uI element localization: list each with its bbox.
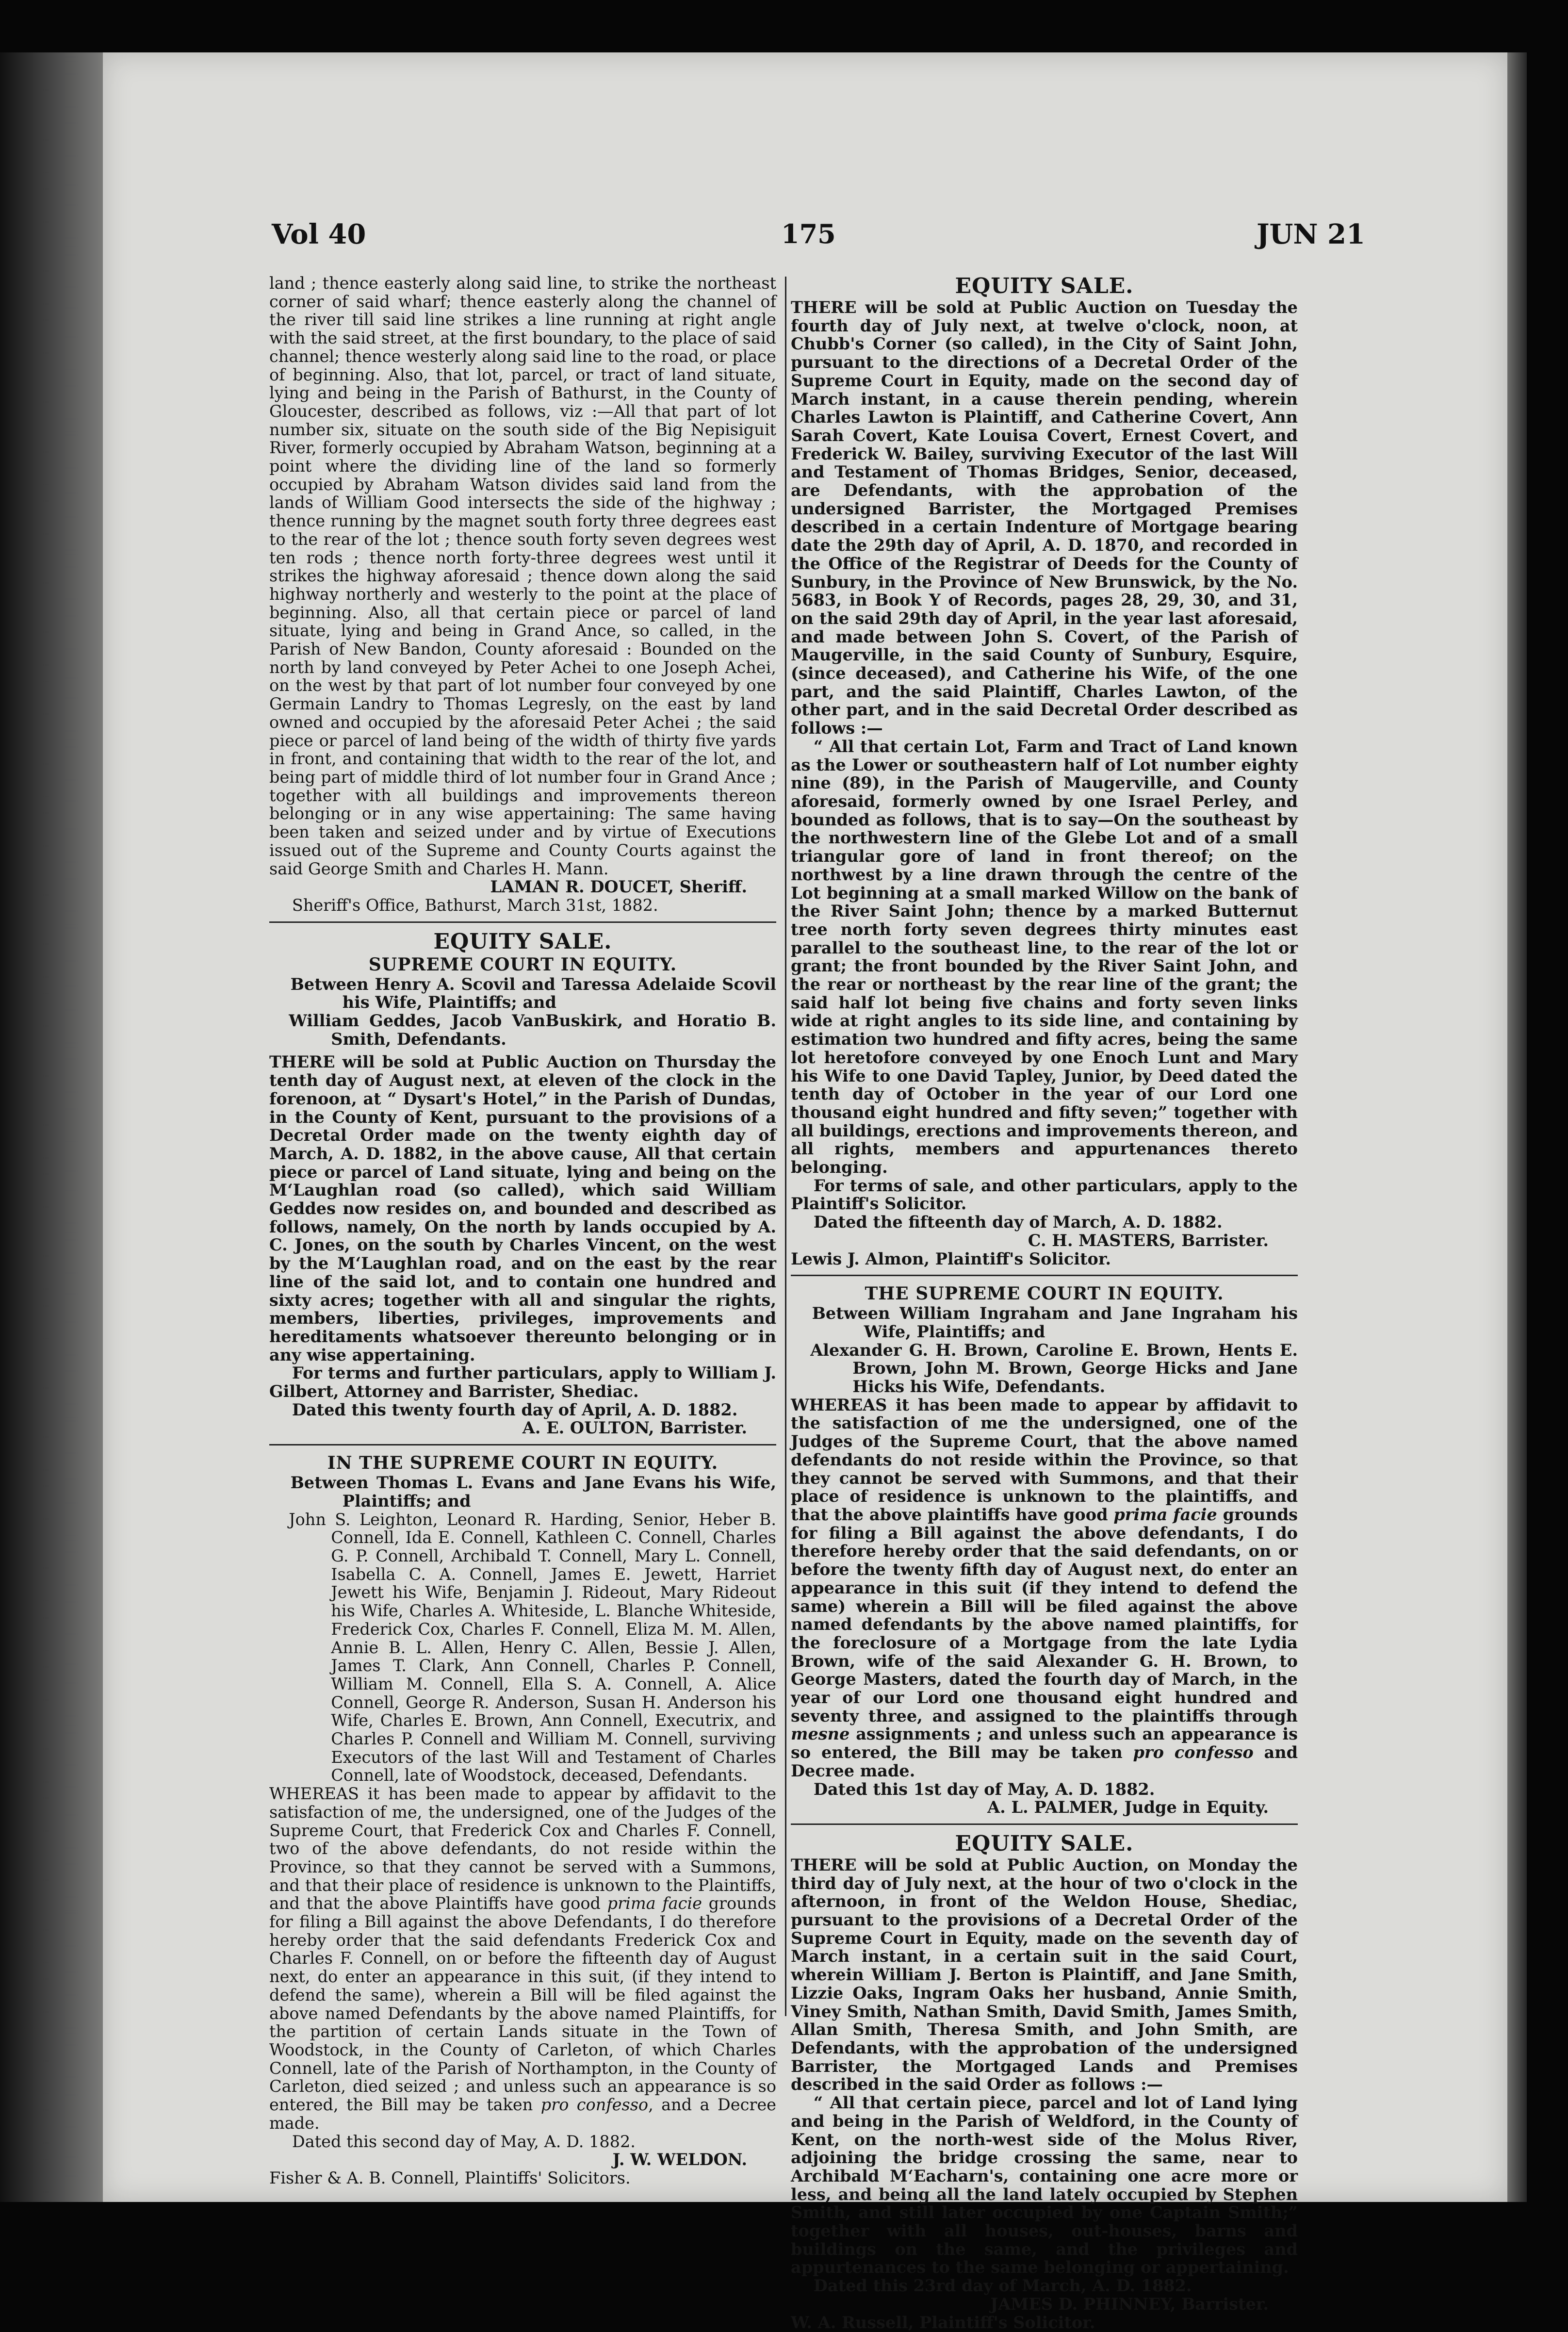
divider bbox=[269, 921, 776, 923]
notice-body-part: assignments ; and unless such an appearance is so entered, the Bill may be taken bbox=[791, 1724, 1298, 1762]
notice-terms: For terms of sale, and other particulars, apply to the Plaintiff's Solicitor. bbox=[791, 1176, 1298, 1214]
notice-dated: Dated this second day of May, A. D. 1882. bbox=[292, 2132, 636, 2151]
notice-body-part: WHEREAS it has been made to appear by affidavit to the satisfaction of me, the undersigned, one of the Judges of the Supreme Court, that Frederick Cox and Charles F. Connell, two of the above defendants, do not reside within the Province, so that they cannot be served with a Summons, and that their place of residence is unknown to the Plaintiffs, and that the above Plaintiffs have good bbox=[269, 1784, 776, 1913]
divider bbox=[791, 1275, 1298, 1276]
notice-dated: Dated this 1st day of May, A. D. 1882. bbox=[813, 1779, 1155, 1799]
notice-body bbox=[791, 1396, 1298, 1780]
notice-dated: Dated this 23rd day of March, A. D. 1882. bbox=[813, 2276, 1192, 2296]
notice-quote: “ All that certain piece, parcel and lot of Land lying and being in the Parish of Weldford, in the County of Kent, on the north-west side of the Molus River, adjoining the bridge crossing the same, near to Archibald M‘Eacharn's, containing one acre more or less, and being all the land lately occupied by Stephen Smith, and still later occupied by one Captain Smith;” together with all houses, out-houses, barns and buildings on the same, and the privileges and appurtenances to the same belonging or appertaining. bbox=[791, 2093, 1298, 2277]
right-column bbox=[791, 274, 1298, 2332]
notice-terms: For terms and further particulars, apply to William J. Gilbert, Attorney and Barrister, Shediac. bbox=[269, 1363, 776, 1401]
divider bbox=[791, 1823, 1298, 1825]
plaintiffs: Between Thomas L. Evans and Jane Evans his Wife, Plaintiffs; and bbox=[290, 1473, 776, 1511]
plaintiffs: Between William Ingraham and Jane Ingraham his Wife, Plaintiffs; and bbox=[812, 1304, 1298, 1341]
notice-body-part: grounds for filing a Bill against the above Defendants, I do therefore hereby order that the said defendants Frederick Cox and Charles F. Connell, on or before the fifteenth day of August next, do enter an appearance in this suit, (if they intend to defend the same), wherein a Bill will be filed against the above named Defendants by the above named Plaintiffs, for the partition of certain Lands situate in the Town of Woodstock, in the County of Carleton, of which Charles Connell, late of the Parish of Northampton, in the County of Carleton, died seized ; and unless such an appearance is so entered, the Bill may be taken bbox=[269, 1894, 777, 2115]
notice-body: THERE will be sold at Public Auction, on Monday the third day of July next, at the hour of two o'clock in the afternoon, in front of the Weldon House, Shediac, pursuant to the provisions of a Decretal Order of the Supreme Court in Equity, made on the seventh day of March instant, in a certain suit in the said Court, wherein William J. Berton is Plaintiff, and Jane Smith, Lizzie Oaks, Ingram Oaks her husband, Annie Smith, Viney Smith, Nathan Smith, David Smith, James Smith, Allan Smith, Theresa Smith, and John Smith, are Defendants, with the approbation of the undersigned Barrister, the Mortgaged Lands and Premises described in the said Order as follows :— bbox=[791, 1855, 1298, 2094]
page-edge-shadow bbox=[1507, 52, 1527, 2202]
notice-solicitor: W. A. Russell, Plaintiff's Solicitor. bbox=[791, 2313, 1095, 2332]
notice-body-italic: pro confesso bbox=[1133, 1743, 1254, 1762]
equity-sale-title: EQUITY SALE. bbox=[433, 929, 612, 954]
notice-dated: Dated the fifteenth day of March, A. D. 1882. bbox=[813, 1213, 1223, 1232]
volume-label: Vol 40 bbox=[272, 218, 366, 250]
defendants: Alexander G. H. Brown, Caroline E. Brown, Hents E. Brown, John M. Brown, George Hicks and Jane Hicks his Wife, Defendants. bbox=[810, 1340, 1298, 1396]
sheriff-notice-body: land ; thence easterly along said line, to strike the northeast corner of said wharf; thence easterly along the channel of the river till said line strikes a line running at right angle with the said street, at the first boundary, to the place of said channel; thence westerly along said line to the road, or place of beginning. Also, that lot, parcel, or tract of land situate, lying and being in the Parish of Bathurst, in the County of Gloucester, described as follows, viz :—All that part of lot number six, situate on the south side of the Big Nepisiguit River, formerly occupied by Abraham Watson, beginning at a point where the dividing line of the land so formerly occupied by Abraham Watson divides said land from the lands of William Good intersects the side of the highway ; thence running by the magnet south forty three degrees east to the rear of the lot ; thence south forty seven degrees west ten rods ; thence north forty-three degrees west until it strikes the highway aforesaid ; thence down along the said highway northerly and westerly to the point at the place of beginning. Also, all that certain piece or parcel of land situate, lying and being in Grand Ance, so called, in the Parish of New Bandon, County aforesaid : Bounded on the north by land conveyed by Peter Achei to one Joseph Achei, on the west by that part of lot number four conveyed by one Germain Landry to Thomas Legresly, on the east by land owned and occupied by the aforesaid Peter Achei ; the said piece or parcel of land being of the width of thirty five yards in front, and containing that width to the rear of the lot, and being part of middle third of lot number four in Grand Ance ; together with all buildings and improvements thereon belonging or in any wise appertaining: The same having been taken and seized under and by virtue of Executions issued out of the Supreme and County Courts against the said George Smith and Charles H. Mann. bbox=[269, 274, 776, 878]
notice-body: THERE will be sold at Public Auction on Tuesday the fourth day of July next, at twelve o'clock, noon, at Chubb's Corner (so called), in the City of Saint John, pursuant to the directions of a Decretal Order of the Supreme Court in Equity, made on the second day of March instant, in a cause therein pending, wherein Charles Lawton is Plaintiff, and Catherine Covert, Ann Sarah Covert, Kate Louisa Covert, Ernest Covert, and Frederick W. Bailey, surviving Executor of the last Will and Testament of Thomas Bridges, Senior, deceased, are Defendants, with the approbation of the undersigned Barrister, the Mortgaged Premises described in a certain Indenture of Mortgage bearing date the 29th day of April, A. D. 1870, and recorded in the Office of the Registrar of Deeds for the County of Sunbury, in the Province of New Brunswick, by the No. 5683, in Book Y of Records, pages 28, 29, 30, and 31, on the said 29th day of April, in the year last aforesaid, and made between John S. Covert, of the Parish of Maugerville, in the said County of Sunbury, Esquire, (since deceased), and Catherine his Wife, of the one part, and the said Plaintiff, Charles Lawton, of the other part, and in the said Decretal Order described as follows :— bbox=[791, 298, 1298, 738]
defendants: William Geddes, Jacob VanBuskirk, and Horatio B. Smith, Defendants. bbox=[289, 1011, 776, 1049]
notice-body: THERE will be sold at Public Auction on Thursday the tenth day of August next, at eleven of the clock in the forenoon, at “ Dysart's Hotel,” in the Parish of Dundas, in the County of Kent, pursuant to the provisions of a Decretal Order made on the twenty eighth day of March, A. D. 1882, in the above cause, All that certain piece or parcel of Land situate, lying and being on the M‘Laughlan road (so called), which said William Geddes now resides on, and bounded and described as follows, namely, On the north by lands occupied by A. C. Jones, on the south by Charles Vincent, on the west by the M‘Laughlan road, and on the east by the rear line of the said lot, and to contain one hundred and sixty acres; together with all and singular the rights, members, liberties, privileges, improvements and hereditaments whatsoever thereunto belonging or in any wise appertaining. bbox=[269, 1052, 776, 1364]
notice-signature: A. E. OULTON, Barrister. bbox=[522, 1418, 747, 1438]
court-heading: SUPREME COURT IN EQUITY. bbox=[368, 954, 677, 975]
notice-body-italic: prima facie bbox=[1113, 1505, 1217, 1524]
equity-sale-title: EQUITY SALE. bbox=[955, 274, 1134, 298]
book-spine-shadow bbox=[0, 52, 103, 2202]
date-label: JUN 21 bbox=[1257, 218, 1365, 250]
notice-signature: A. L. PALMER, Judge in Equity. bbox=[987, 1798, 1269, 1817]
notice-body-italic: prima facie bbox=[607, 1894, 702, 1913]
notice-body-italic: mesne bbox=[791, 1724, 850, 1744]
notice-body-part: , and a Decree made. bbox=[269, 2095, 777, 2133]
plaintiffs: Between Henry A. Scovil and Taressa Adelaide Scovil his Wife, Plaintiffs; and bbox=[290, 974, 776, 1012]
notice-body-part: grounds for filing a Bill against the above defendants, I do therefore hereby order that the said defendants, on or before the twenty fifth day of August next, do enter an appearance in this suit (if they intend to defend the same) wherein a Bill will be filed against the above named defendants by the above named plaintiffs, for the foreclosure of a Mortgage from the late Lydia Brown, wife of the said Alexander G. H. Brown, to George Masters, dated the fourth day of March, in the year of our Lord one thousand eight hundred and seventy three, and assigned to the plaintiffs through bbox=[791, 1505, 1298, 1725]
page-number: 175 bbox=[781, 218, 836, 249]
notice-dated: Dated this twenty fourth day of April, A. D. 1882. bbox=[292, 1400, 738, 1419]
notice-signature: C. H. MASTERS, Barrister. bbox=[1028, 1231, 1269, 1250]
notice-body-italic: pro confesso bbox=[540, 2095, 649, 2115]
equity-sale-title: EQUITY SALE. bbox=[955, 1831, 1134, 1856]
left-column bbox=[269, 274, 776, 2187]
sheriff-signature: LAMAN R. DOUCET, Sheriff. bbox=[490, 877, 747, 897]
court-heading: THE SUPREME COURT IN EQUITY. bbox=[865, 1283, 1224, 1304]
notice-quote: “ All that certain Lot, Farm and Tract of Land known as the Lower or southeastern half of Lot number eighty nine (89), in the Parish of Maugerville, and County aforesaid, formerly owned by one Israel Perley, and bounded as follows, that is to say—On the southeast by the northwestern line of the Glebe Lot and of a small triangular gore of land in front thereof; on the northwest by a line drawn through the centre of the Lot beginning at a small marked Willow on the bank of the River Saint John; thence by a marked Butternut tree north forty seven degrees thirty minutes east parallel to the southeast line, to the rear of the lot or grant; the front bounded by the River Saint John, and the rear or northeast by the rear line of the grant; the said half lot being five chains and forty seven links wide at right angles to its side line, and containing by estimation two hundred and fifty acres, being the same lot heretofore conveyed by one Enoch Lunt and Mary his Wife to one David Tapley, Junior, by Deed dated the tenth day of October in the year of our Lord one thousand eight hundred and fifty seven;” together with all buildings, erections and improvements thereon, and all rights, members and appurtenances thereto belonging. bbox=[791, 737, 1298, 1177]
sheriff-office: Sheriff's Office, Bathurst, March 31st, 1882. bbox=[292, 895, 658, 915]
defendants: John S. Leighton, Leonard R. Harding, Senior, Heber B. Connell, Ida E. Connell, Kathleen C. Connell, Charles G. P. Connell, Archibald T. Connell, Mary L. Connell, Isabella C. A. Connell, James E. Jewett, Harriet Jewett his Wife, Benjamin J. Rideout, Mary Rideout his Wife, Charles A. Whiteside, L. Blanche Whiteside, Frederick Cox, Charles F. Connell, Eliza M. M. Allen, Annie B. L. Allen, Henry C. Allen, Bessie J. Allen, James T. Clark, Ann Connell, Charles P. Connell, William M. Connell, Ella S. A. Connell, A. Alice Connell, George R. Anderson, Susan H. Anderson his Wife, Charles E. Brown, Ann Connell, Executrix, and Charles P. Connell and William M. Connell, surviving Executors of the last Will and Testament of Charles Connell, late of Woodstock, deceased, Defendants. bbox=[289, 1510, 776, 1785]
column-divider bbox=[785, 277, 786, 2016]
notice-body-part: and Decree made. bbox=[791, 1743, 1298, 1780]
notice-signature: JAMES D. PHINNEY, Barrister. bbox=[990, 2294, 1269, 2314]
divider bbox=[269, 1444, 776, 1445]
court-heading: IN THE SUPREME COURT IN EQUITY. bbox=[327, 1453, 719, 1474]
notice-solicitor: Lewis J. Almon, Plaintiff's Solicitor. bbox=[791, 1249, 1111, 1268]
notice-signature: J. W. WELDON. bbox=[612, 2150, 747, 2169]
notice-body-part: WHEREAS it has been made to appear by affidavit to the satisfaction of me the undersigned, one of the Judges of the Supreme Court, that the above named defendants do not reside within the Province, so that they cannot be served with Summons, and that their place of residence is unknown to the plaintiffs, and that the above plaintiffs have good bbox=[791, 1395, 1298, 1524]
notice-body bbox=[269, 1785, 776, 2132]
notice-solicitors: Fisher & A. B. Connell, Plaintiffs' Solicitors. bbox=[269, 2168, 631, 2187]
